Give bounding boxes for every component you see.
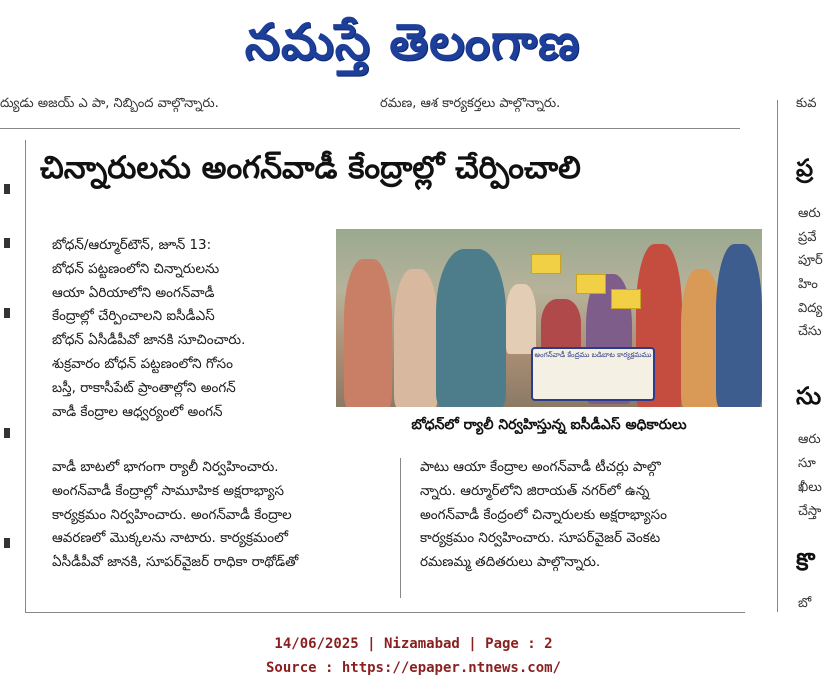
next-line: పూర్ [798, 253, 823, 268]
article-line: రమణమ్మ తదితరులు పాల్గొన్నారు. [420, 554, 601, 571]
next-line: ఆరు [798, 432, 821, 447]
article-line: అంగన్‌వాడీ కేంద్రాల్లో సామూహిక అక్షరాభ్యాస [52, 482, 284, 499]
left-column-rule [25, 140, 26, 612]
article-line: ఆవరణలో మొక్కలను నాటారు. కార్యక్రమంలో [52, 530, 289, 547]
next-heading-3: కొ [796, 548, 815, 576]
previous-article-strip [0, 90, 827, 118]
next-line: చేసు [798, 324, 822, 339]
article-column-1-continued [52, 456, 392, 575]
next-line: విద్య [798, 301, 823, 316]
right-column-rule [777, 100, 778, 612]
next-line: చేస్తా [798, 504, 822, 519]
bottom-divider [25, 612, 745, 613]
article-line: అంగన్‌వాడీ కేంద్రంలో చిన్నారులకు అక్షరాభ్యాసం [420, 506, 667, 523]
next-line: హిం [798, 277, 818, 292]
column-gutter-rule [400, 458, 401, 598]
next-heading-1: ప్ర [796, 154, 814, 182]
article-line: బోధన్ పట్టణంలోని చిన్నారులను [52, 260, 220, 277]
edge-fragment [4, 538, 10, 548]
edge-fragment [4, 428, 10, 438]
article-line: శుక్రవారం బోధన్ పట్టణంలోని గోసం [52, 355, 233, 372]
article-line: బోధన్/ఆర్మూర్‌టౌన్, జూన్ 13: [52, 237, 212, 253]
edge-fragment [4, 308, 10, 318]
article-line: బోధన్ ఏసీడీపీవో జానకి సూచించారు. [52, 332, 246, 349]
top-divider [0, 128, 740, 129]
source-url[interactable]: Source : https://epaper.ntnews.com/ [265, 660, 561, 676]
next-line: సూ [798, 456, 816, 471]
article-column-2 [420, 456, 754, 575]
article-line: ఆయా ఏరియాలోని అంగన్‌వాడీ [52, 284, 215, 301]
newspaper-logo: నమస్తే తెలంగాణ [244, 13, 581, 71]
edge-fragment [4, 184, 10, 194]
article-line: కేంద్రాల్లో చేర్పించాలని ఐసీడీఎస్ [52, 308, 215, 325]
next-line: ప్రవే [798, 230, 817, 245]
edge-fragment [4, 238, 10, 248]
next-line: ఖీలు [798, 480, 822, 495]
next-line: ఆరు [798, 206, 821, 221]
masthead [0, 0, 827, 82]
article-line: ఏసీడీపీవో జానకి, సూపర్‌వైజర్ రాధికా రాథోడ్‌తో [52, 554, 299, 571]
article-line: కార్యక్రమం నిర్వహించారు. సూపర్‌వైజర్ వెంకట [420, 530, 661, 547]
left-edge-fragments [0, 140, 14, 610]
article-column-1 [52, 234, 324, 424]
article-photo [336, 229, 762, 407]
edition-info: 14/06/2025 | Nizamabad | Page : 2 [274, 636, 553, 652]
article-line: వాడీ కేంద్రాల ఆధ్వర్యంలో అంగన్ [52, 403, 223, 420]
article-line: న్నారు. ఆర్మూర్‌లోని జిరాయత్ నగర్‌లో ఉన్న [420, 482, 650, 499]
strip-text-left: ద్యుడు అజయ్ ఎ పా, నిబ్బింద వాల్గొన్నారు. [0, 96, 219, 111]
next-heading-2: సు [796, 382, 822, 410]
article-headline: చిన్నారులను అంగన్‌వాడీ కేంద్రాల్లో చేర్పించాలి [40, 150, 581, 186]
article-line: బస్తీ, రాకాసీపేట్ ప్రాంతాల్లోని అంగన్ [52, 379, 236, 396]
page-footer [0, 632, 827, 680]
photo-caption: బోధన్‌లో ర్యాలీ నిర్వహిస్తున్న ఐసీడీఎస్ అధికారులు [411, 417, 687, 433]
next-article-column [790, 90, 827, 610]
article-line: పాటు ఆయా కేంద్రాల అంగన్‌వాడీ టీచర్లు పాల్గొ [420, 459, 661, 475]
next-line: బో [798, 596, 812, 610]
photo-banner: అంగన్‌వాడీ కేంద్రము బడిబాట కార్యక్రమము [531, 347, 655, 401]
article-line: వాడీ బాటలో భాగంగా ర్యాలీ నిర్వహించారు. [52, 459, 279, 475]
strip-text-middle: రమణ, ఆశ కార్యకర్తలు పాల్గొన్నారు. [380, 96, 561, 111]
article-line: కార్యక్రమం నిర్వహించారు. అంగన్‌వాడీ కేంద్రాల [52, 506, 292, 523]
strip-text-right: కువ [796, 96, 817, 111]
